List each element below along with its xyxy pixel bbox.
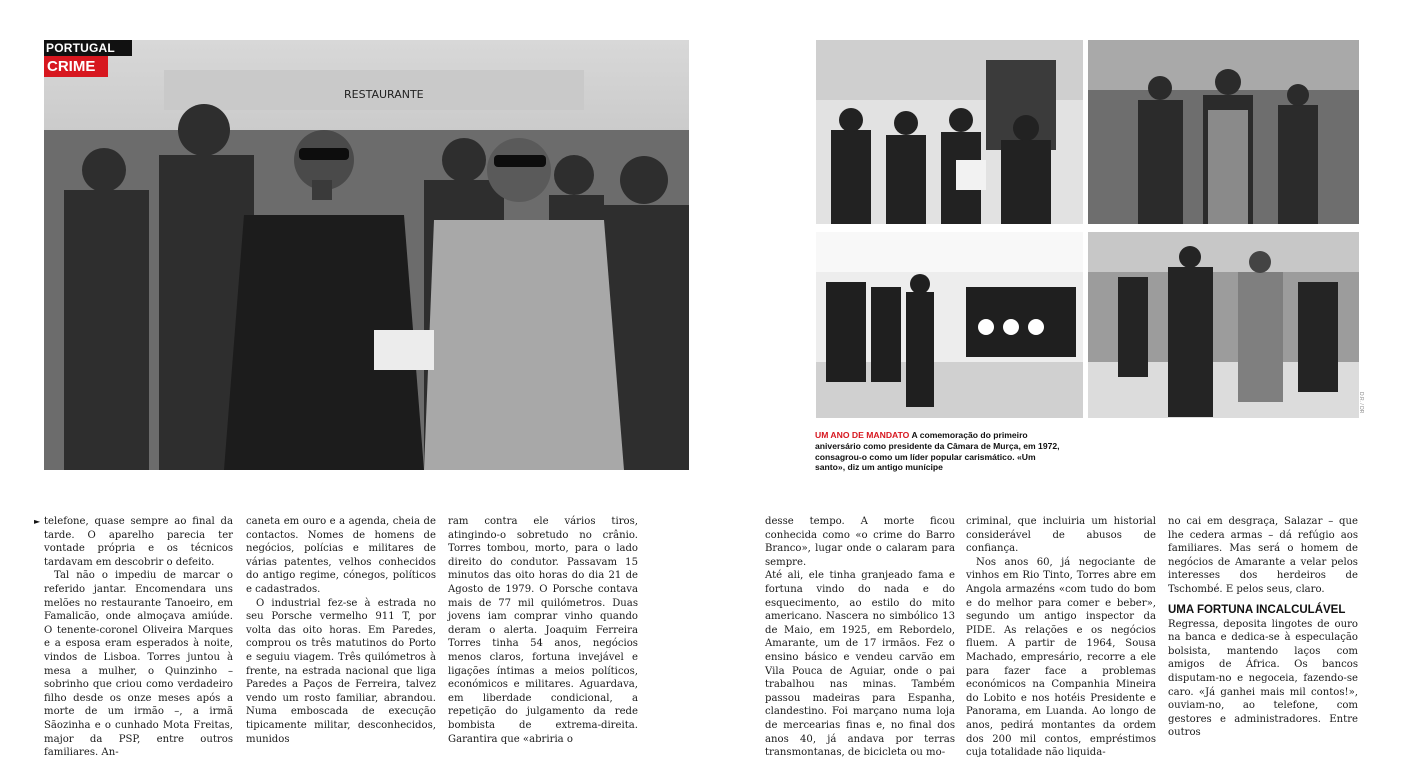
text-column-4 [765, 515, 955, 759]
paragraph: telefone, quase sempre ao final da tarde. O aparelho parecia ter vontade própria e os técnicos tardavam em descobrir o defeito. [44, 516, 233, 568]
paragraph: Regressa, deposita lingotes de ouro na banca e dedica-se à especulação bolsista, mantendo laços com amigos de África. Os bancos disputam-no e negoceia, fazendo-se caro. «Já ganhei mais mil contos!», ouviam-no, ao telefone, com gestores e administradores. Entre outros [1168, 618, 1358, 739]
photo-credit: D.R. / DR [1358, 392, 1364, 414]
caption-lead: UM ANO DE MANDATO [815, 430, 910, 440]
section-subheading: UMA FORTUNA INCALCULÁVEL [1168, 603, 1346, 616]
photo-ceremony [816, 40, 1083, 224]
paragraph: ram contra ele vários tiros, atingindo-o sobretudo no crânio. Torres tombou, morto, para o lado direito do condutor. Passavam 15 minutos das oito horas do dia 21 de Agosto de 1979. O Porsche contava mais de 77 mil quilómetros. Duas jovens iam comprar vinho quando deram o alerta. Joaquim Ferreira Torres tinha 54 anos, negócios menos claros, fortuna invejável e ligações íntimas a meios políticos, económicos e militares. Aguardava, em liberdade condicional, a repetição do julgamento da rede bombista de extrema-direita. Garantira que «abriria o [448, 516, 638, 745]
photo-caption [815, 430, 1060, 473]
photo-street [1088, 232, 1359, 418]
text-column-5 [966, 515, 1156, 759]
continuation-arrow-icon: ► [34, 517, 41, 526]
text-column-6 [1168, 515, 1358, 739]
main-photo [44, 40, 689, 470]
photo-parade [816, 232, 1083, 418]
text-column-3 [448, 515, 638, 745]
text-column-1 [44, 515, 233, 759]
paragraph: desse tempo. A morte ficou conhecida como «o crime do Barro Branco», lugar onde o calaram para sempre. [765, 516, 955, 568]
paragraph: criminal, que incluiria um historial considerável de abusos de confiança. [966, 516, 1156, 555]
paragraph: Até ali, ele tinha granjeado fama e fortuna vindo do nada e do esquecimento, ao estilo do mito americano. Nascera no simbólico 13 de Maio, em 1925, em Rebordelo, Amarante, um de 17 irmãos. Fez o ensino básico e vendeu carvão em Vila Pouca de Aguiar, onde o pai trabalhou nas minas. Também passou madeiras para Espanha, clandestino. Foi marçano numa loja de mercearias finas e, no final dos anos 40, já andava por terras transmontanas, de bicicleta ou mo- [765, 570, 955, 759]
paragraph: no cai em desgraça, Salazar – que lhe cedera armas – dá refúgio aos familiares. Mas será o homem de negócios de Amarante a velar pelos interesses dos herdeiros de Tschombé. E pelos seus, claro. [1168, 516, 1358, 595]
photo-arrival [1088, 40, 1359, 224]
category-label: CRIME [44, 56, 108, 77]
section-label: PORTUGAL [44, 40, 132, 56]
paragraph: Tal não o impediu de marcar o referido jantar. Encomendara uns melões no restaurante Tanoeiro, em Famalicão, onde almoçava amiúde. O tenente-coronel Oliveira Marques e a esposa eram esperados à noite, vindos de Lisboa. Torres juntou à mesa a mulher, o Quinzinho – sobrinho que criou como verdadeiro filho desde os onze meses após a morte de um irmão –, a irmã Sãozinha e o cunhado Mota Freitas, major da PSP, entre outros familiares. An- [44, 570, 233, 759]
paragraph: Nos anos 60, já negociante de vinhos em Rio Tinto, Torres abre em Angola armazéns «com tudo do bom e do melhor para comer e beber», segundo um antigo inspector da PIDE. As relações e os negócios fluem. A partir de 1964, Sousa Machado, empresário, recorre a ele para fazer face a problemas económicos na Companhia Mineira do Lobito e nos hotéis Presidente e Panorama, em Luanda. Ao longo de anos, pedirá montantes da ordem dos 200 mil contos, empréstimos cuja totalidade não liquida- [966, 556, 1156, 759]
restaurant-sign: RESTAURANTE [344, 88, 424, 101]
caption-body: A comemoração do primeiro aniversário como presidente da Câmara de Murça, em 1972, consagrou-o como um líder popular carismático. «Um santo», diz um antigo munícipe [815, 430, 1060, 473]
paragraph: caneta em ouro e a agenda, cheia de contactos. Nomes de homens de negócios, polícias e militares de várias patentes, velhos conhecidos do antigo regime, cónegos, políticos e cadastrados. [246, 516, 436, 595]
paragraph: O industrial fez-se à estrada no seu Porsche vermelho 911 T, por volta das oito horas. Em Paredes, comprou os três matutinos do Porto e seguiu viagem. Três quilómetros à frente, na estrada nacional que liga Paredes a Paços de Ferreira, talvez vendo um rosto familiar, abrandou. Numa emboscada de execução tipicamente militar, desconhecidos, munidos [246, 597, 436, 745]
text-column-2 [246, 515, 436, 745]
